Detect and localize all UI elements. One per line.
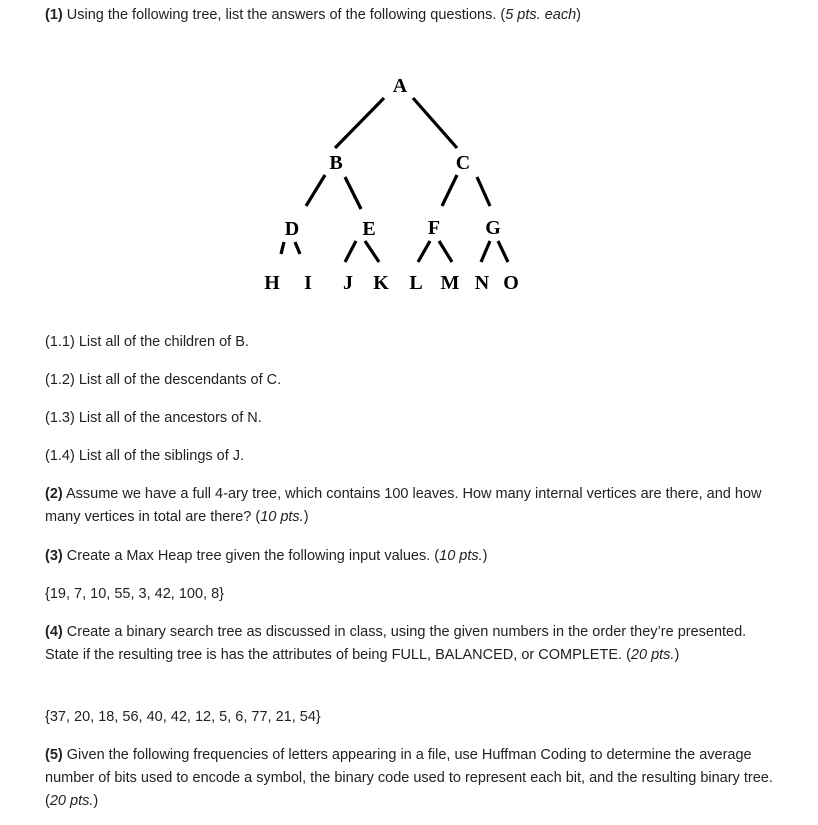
edge-d-h bbox=[281, 242, 284, 254]
node-b: B bbox=[329, 152, 343, 174]
question-4-points: 20 pts. bbox=[630, 647, 675, 663]
node-l: L bbox=[409, 272, 423, 294]
node-d: D bbox=[284, 218, 300, 240]
edge-b-e bbox=[345, 177, 361, 209]
question-4-text: Create a binary search tree as discussed in class, using the given numbers in the order they’re presented. State if the resulting tree is has the attributes of being FULL, BALANCED, or COMPLETE. ( bbox=[45, 624, 747, 663]
question-3 bbox=[45, 545, 775, 568]
edge-a-b bbox=[335, 98, 384, 148]
tree-diagram bbox=[240, 60, 540, 305]
edge-e-j bbox=[345, 241, 356, 262]
question-5-number: (5) bbox=[45, 747, 63, 763]
edge-g-o bbox=[498, 241, 508, 262]
question-1-3: (1.3) List all of the ancestors of N. bbox=[45, 410, 262, 426]
question-5-text: Given the following frequencies of letters appearing in a file, use Huffman Coding to determine the average number of bits used to encode a symbol, the binary code used to represent each bit, and the resulting binary tree. ( bbox=[45, 747, 773, 809]
edge-f-l bbox=[418, 241, 430, 262]
edge-a-c bbox=[413, 98, 457, 148]
question-1-4: (1.4) List all of the siblings of J. bbox=[45, 448, 245, 464]
question-4-number: (4) bbox=[45, 624, 63, 640]
question-4-values: {37, 20, 18, 56, 40, 42, 12, 5, 6, 77, 21, 54} bbox=[45, 709, 321, 725]
edge-f-m bbox=[439, 241, 452, 262]
question-5-points: 20 pts. bbox=[49, 793, 94, 809]
edge-b-d bbox=[306, 175, 325, 206]
node-i: I bbox=[304, 272, 312, 294]
edge-e-k bbox=[365, 241, 379, 262]
node-f: F bbox=[427, 217, 441, 239]
node-j: J bbox=[343, 272, 353, 294]
question-3-number: (3) bbox=[45, 548, 63, 564]
node-c: C bbox=[455, 152, 471, 174]
question-2-close: ) bbox=[303, 509, 309, 525]
edge-d-i bbox=[295, 242, 300, 254]
node-o: O bbox=[503, 272, 519, 294]
question-2-number: (2) bbox=[45, 486, 63, 502]
question-2 bbox=[45, 483, 775, 529]
question-2-points: 10 pts. bbox=[260, 509, 304, 525]
node-h: H bbox=[264, 272, 280, 294]
node-k: K bbox=[373, 272, 389, 294]
edge-c-f bbox=[442, 175, 457, 206]
question-4 bbox=[45, 621, 775, 667]
edge-c-g bbox=[477, 177, 490, 206]
node-e: E bbox=[362, 218, 376, 240]
node-g: G bbox=[485, 217, 501, 239]
question-1-points: 5 pts. each bbox=[505, 7, 577, 23]
question-3-text: Create a Max Heap tree given the following input values. ( bbox=[62, 548, 440, 564]
question-4-close: ) bbox=[674, 647, 680, 663]
question-3-points: 10 pts. bbox=[439, 548, 483, 564]
edge-g-n bbox=[481, 241, 490, 262]
question-1-close: ) bbox=[576, 7, 581, 23]
question-1-1: (1.1) List all of the children of B. bbox=[45, 334, 249, 350]
node-n: N bbox=[474, 272, 490, 294]
question-5-close: ) bbox=[93, 793, 99, 809]
question-3-close: ) bbox=[482, 548, 488, 564]
node-a: A bbox=[392, 75, 408, 97]
question-1 bbox=[45, 4, 775, 27]
question-5 bbox=[45, 744, 775, 813]
node-m: M bbox=[440, 272, 460, 294]
question-3-values: {19, 7, 10, 55, 3, 42, 100, 8} bbox=[45, 586, 224, 602]
question-1-text: Using the following tree, list the answers of the following questions. ( bbox=[62, 7, 506, 23]
question-1-2: (1.2) List all of the descendants of C. bbox=[45, 372, 282, 388]
question-1-number: (1) bbox=[45, 7, 63, 23]
question-2-text: Assume we have a full 4-ary tree, which contains 100 leaves. How many internal vertices are there, and how many vertices in total are there? ( bbox=[45, 486, 762, 525]
